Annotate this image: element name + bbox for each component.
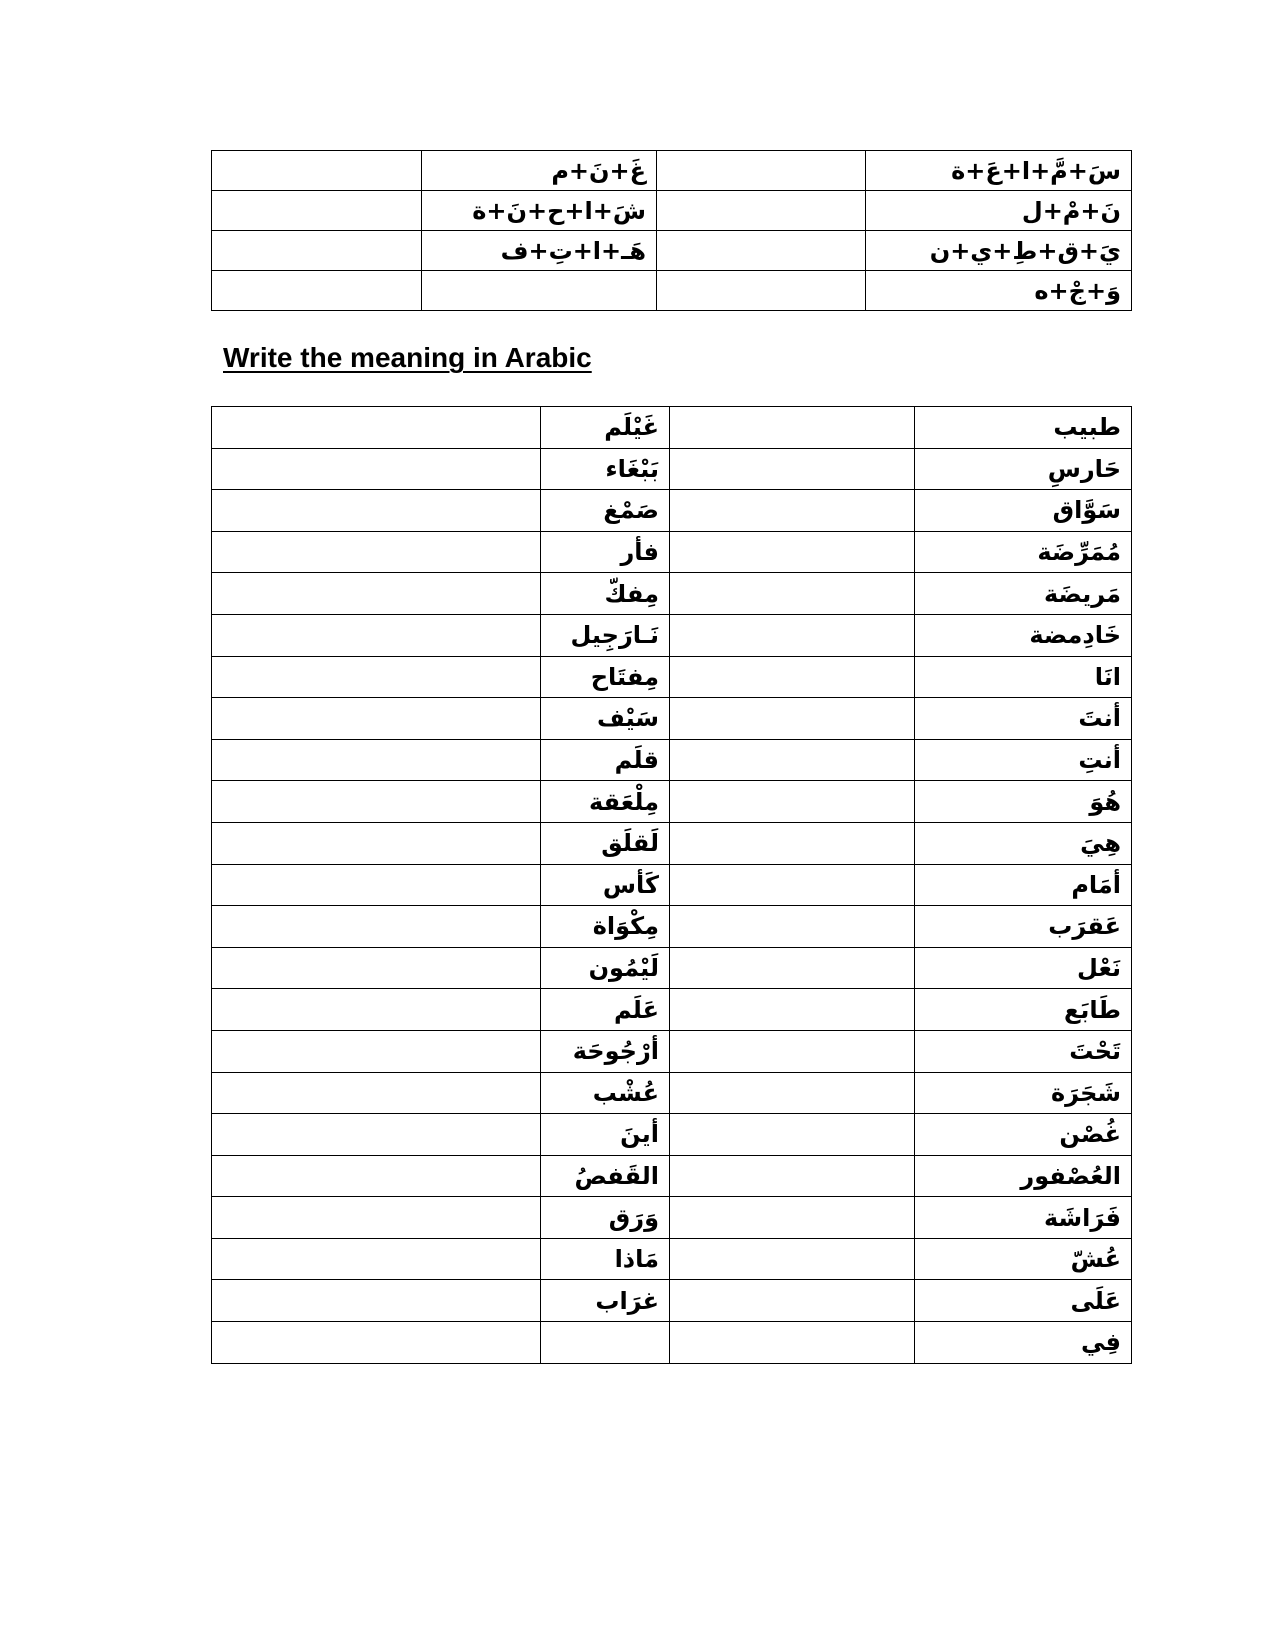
meaning-word-cell: مِلْعَقة — [541, 781, 670, 823]
meaning-answer-cell[interactable] — [212, 1030, 541, 1072]
meaning-answer-cell[interactable] — [670, 1197, 915, 1239]
meaning-row — [212, 1072, 1132, 1114]
blend-answer-cell[interactable] — [212, 191, 422, 231]
blend-word-cell: يَ+ق+طِ+ي+ن — [866, 231, 1132, 271]
meaning-row — [212, 1238, 1132, 1280]
meaning-answer-cell[interactable] — [670, 448, 915, 490]
blend-row — [212, 271, 1132, 311]
blend-row — [212, 191, 1132, 231]
meaning-row — [212, 781, 1132, 823]
meaning-answer-cell[interactable] — [212, 407, 541, 449]
meaning-word-cell: أمَام — [915, 864, 1132, 906]
meaning-answer-cell[interactable] — [670, 781, 915, 823]
blend-answer-cell[interactable] — [657, 231, 866, 271]
meaning-word-cell: نَـارَجِيل — [541, 614, 670, 656]
meaning-answer-cell[interactable] — [670, 1322, 915, 1364]
meaning-word-cell: عُشْب — [541, 1072, 670, 1114]
meaning-row — [212, 1197, 1132, 1239]
meaning-row — [212, 989, 1132, 1031]
meaning-word-cell: فأر — [541, 531, 670, 573]
meaning-answer-cell[interactable] — [212, 490, 541, 532]
blend-answer-cell[interactable] — [212, 231, 422, 271]
blend-answer-cell[interactable] — [212, 151, 422, 191]
meaning-answer-cell[interactable] — [212, 531, 541, 573]
meaning-word-cell: وَرَق — [541, 1197, 670, 1239]
meaning-word-cell: فَرَاشَة — [915, 1197, 1132, 1239]
meaning-word-cell: خَادِمضة — [915, 614, 1132, 656]
meaning-answer-cell[interactable] — [670, 1280, 915, 1322]
meaning-word-cell: أنتِ — [915, 739, 1132, 781]
meaning-word-cell: العُصْفور — [915, 1155, 1132, 1197]
meaning-row — [212, 573, 1132, 615]
meaning-answer-cell[interactable] — [670, 614, 915, 656]
blend-row — [212, 231, 1132, 271]
meaning-word-cell: مِفتَاح — [541, 656, 670, 698]
meaning-word-cell: عَلَم — [541, 989, 670, 1031]
meaning-word-cell: سَوَّاق — [915, 490, 1132, 532]
meaning-answer-cell[interactable] — [670, 1238, 915, 1280]
meaning-row — [212, 490, 1132, 532]
blend-word-cell: نَ+مْ+ل — [866, 191, 1132, 231]
blend-word-cell: سَ+مَّ+ا+عَ+ة — [866, 151, 1132, 191]
meaning-row — [212, 1114, 1132, 1156]
meaning-row — [212, 614, 1132, 656]
meaning-word-cell: طَابَع — [915, 989, 1132, 1031]
meaning-word-cell: لَيْمُون — [541, 947, 670, 989]
meaning-word-cell: مِكْوَاة — [541, 906, 670, 948]
meaning-table-body — [212, 407, 1132, 1364]
blend-answer-cell[interactable] — [657, 191, 866, 231]
meaning-row — [212, 1280, 1132, 1322]
meaning-answer-cell[interactable] — [212, 1155, 541, 1197]
meaning-word-cell: لَقلَق — [541, 822, 670, 864]
meaning-word-cell: صَمْغ — [541, 490, 670, 532]
meaning-answer-cell[interactable] — [212, 1238, 541, 1280]
meaning-answer-cell[interactable] — [670, 822, 915, 864]
meaning-row — [212, 531, 1132, 573]
meaning-answer-cell[interactable] — [670, 1155, 915, 1197]
meaning-word-cell: بَبْغَاء — [541, 448, 670, 490]
meaning-word-cell: غَيْلَم — [541, 407, 670, 449]
meaning-answer-cell[interactable] — [670, 1072, 915, 1114]
meaning-word-cell: قلَم — [541, 739, 670, 781]
meaning-word-cell: هِيَ — [915, 822, 1132, 864]
meaning-answer-cell[interactable] — [670, 656, 915, 698]
blend-answer-cell[interactable] — [657, 271, 866, 311]
meaning-answer-cell[interactable] — [212, 1197, 541, 1239]
meaning-row — [212, 1322, 1132, 1364]
blend-answer-cell[interactable] — [657, 151, 866, 191]
meaning-answer-cell[interactable] — [670, 989, 915, 1031]
meaning-answer-cell[interactable] — [212, 1280, 541, 1322]
meaning-word-cell: مَاذا — [541, 1238, 670, 1280]
blend-word-cell: وَ+جْ+ه — [866, 271, 1132, 311]
meaning-word-cell: غرَاب — [541, 1280, 670, 1322]
meaning-row — [212, 906, 1132, 948]
meaning-answer-cell[interactable] — [212, 448, 541, 490]
meaning-row — [212, 1155, 1132, 1197]
meaning-row — [212, 656, 1132, 698]
meaning-answer-cell[interactable] — [212, 739, 541, 781]
letter-blend-table-body — [212, 151, 1132, 311]
meaning-answer-cell[interactable] — [670, 739, 915, 781]
meaning-word-cell: انَا — [915, 656, 1132, 698]
meaning-answer-cell[interactable] — [212, 822, 541, 864]
meaning-answer-cell[interactable] — [212, 947, 541, 989]
meaning-word-cell: مَريضَة — [915, 573, 1132, 615]
meaning-answer-cell[interactable] — [670, 698, 915, 740]
meaning-answer-cell[interactable] — [670, 1030, 915, 1072]
letter-blend-table — [211, 150, 1132, 311]
blend-word-cell: شَ+ا+ح+نَ+ة — [422, 191, 657, 231]
meaning-row — [212, 448, 1132, 490]
meaning-row — [212, 698, 1132, 740]
meaning-table — [211, 406, 1132, 1364]
blend-row — [212, 151, 1132, 191]
meaning-answer-cell[interactable] — [212, 1072, 541, 1114]
meaning-word-cell: هُوَ — [915, 781, 1132, 823]
meaning-answer-cell[interactable] — [670, 906, 915, 948]
meaning-word-cell: فِي — [915, 1322, 1132, 1364]
meaning-word-cell: مُمَرِّضَة — [915, 531, 1132, 573]
meaning-word-cell: عُشّ — [915, 1238, 1132, 1280]
meaning-answer-cell[interactable] — [670, 947, 915, 989]
meaning-word-cell: تَحْتَ — [915, 1030, 1132, 1072]
meaning-answer-cell[interactable] — [212, 906, 541, 948]
meaning-word-cell: شَجَرَة — [915, 1072, 1132, 1114]
meaning-answer-cell[interactable] — [212, 1322, 541, 1364]
meaning-answer-cell[interactable] — [212, 781, 541, 823]
meaning-word-cell: أنتَ — [915, 698, 1132, 740]
meaning-word-cell: أرْجُوحَة — [541, 1030, 670, 1072]
blend-answer-cell[interactable] — [212, 271, 422, 311]
meaning-word-cell: القَفصُ — [541, 1155, 670, 1197]
meaning-word-cell: سَيْف — [541, 698, 670, 740]
meaning-answer-cell[interactable] — [670, 490, 915, 532]
meaning-answer-cell[interactable] — [670, 1114, 915, 1156]
meaning-row — [212, 947, 1132, 989]
meaning-word-cell: أينَ — [541, 1114, 670, 1156]
meaning-row — [212, 1030, 1132, 1072]
meaning-answer-cell[interactable] — [670, 407, 915, 449]
meaning-word-cell — [541, 1322, 670, 1364]
meaning-word-cell: غُصْن — [915, 1114, 1132, 1156]
meaning-word-cell: عَقرَب — [915, 906, 1132, 948]
meaning-answer-cell[interactable] — [670, 573, 915, 615]
blend-word-cell — [422, 271, 657, 311]
meaning-row — [212, 407, 1132, 449]
meaning-word-cell: عَلَى — [915, 1280, 1132, 1322]
meaning-word-cell: حَارسِ — [915, 448, 1132, 490]
meaning-answer-cell[interactable] — [670, 531, 915, 573]
meaning-answer-cell[interactable] — [212, 614, 541, 656]
meaning-answer-cell[interactable] — [212, 864, 541, 906]
meaning-word-cell: مِفكّ — [541, 573, 670, 615]
meaning-word-cell: طبيب — [915, 407, 1132, 449]
meaning-answer-cell[interactable] — [670, 864, 915, 906]
meaning-answer-cell[interactable] — [212, 698, 541, 740]
meaning-answer-cell[interactable] — [212, 1114, 541, 1156]
meaning-word-cell: كَأس — [541, 864, 670, 906]
meaning-answer-cell[interactable] — [212, 989, 541, 1031]
meaning-word-cell: نَعْل — [915, 947, 1132, 989]
meaning-row — [212, 739, 1132, 781]
meaning-row — [212, 864, 1132, 906]
meaning-row — [212, 822, 1132, 864]
blend-word-cell: هَـ+ا+تِ+ف — [422, 231, 657, 271]
meaning-answer-cell[interactable] — [212, 656, 541, 698]
section-heading: Write the meaning in Arabic — [223, 342, 592, 373]
meaning-answer-cell[interactable] — [212, 573, 541, 615]
blend-word-cell: غَ+نَ+م — [422, 151, 657, 191]
